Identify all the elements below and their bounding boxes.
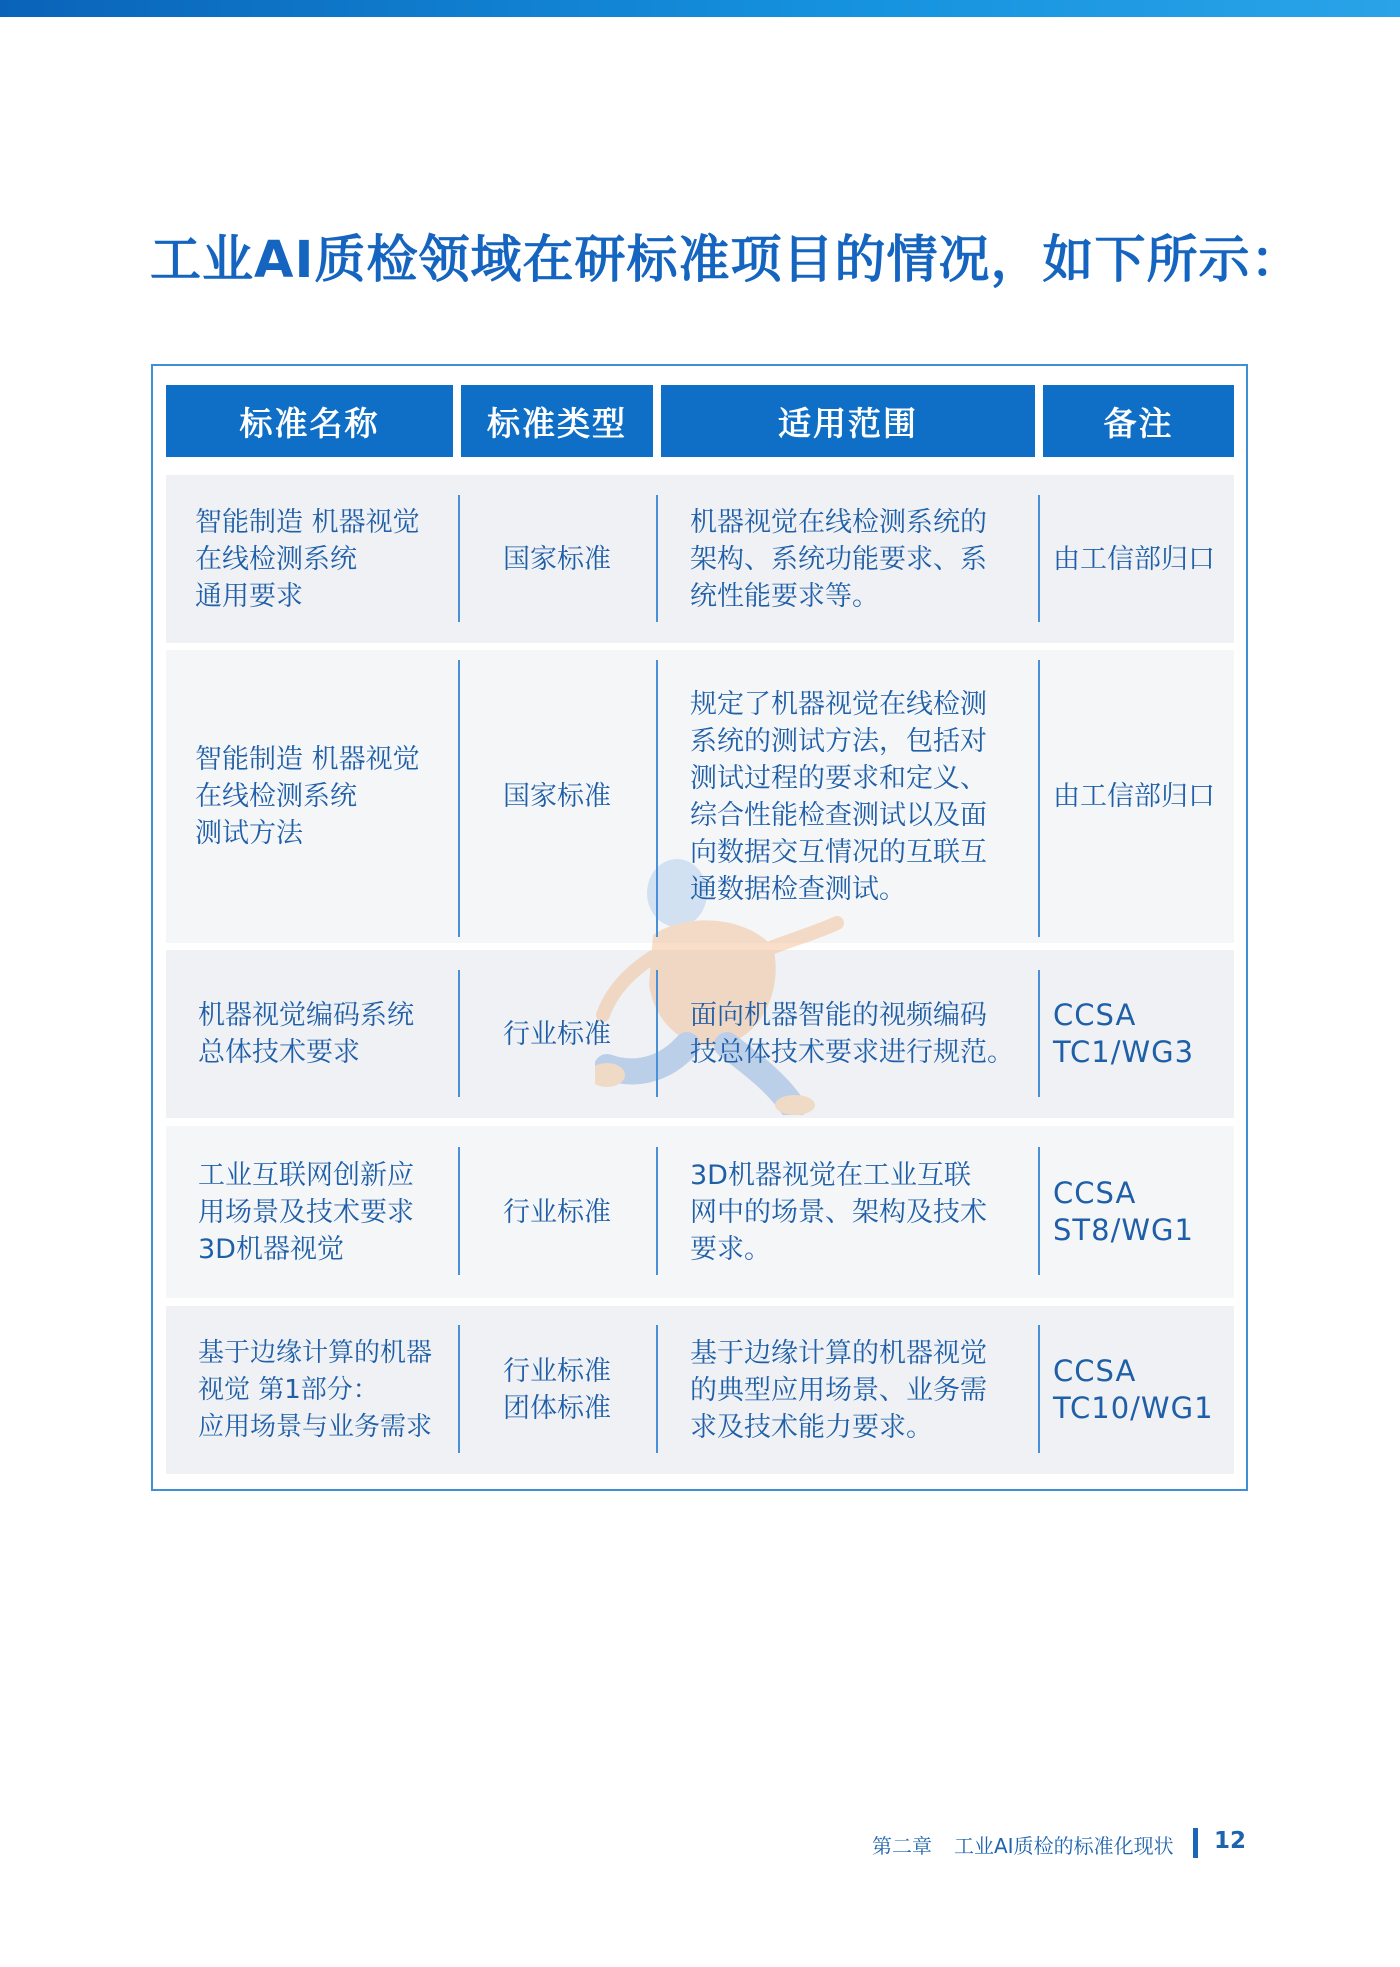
column-divider (656, 1325, 658, 1453)
footer-separator (1193, 1828, 1198, 1858)
cell-standard-type: 行业标准 团体标准 (503, 1356, 611, 1424)
header-scope: 适用范围 (661, 385, 1035, 457)
cell-standard-name: 智能制造 机器视觉 在线检测系统 通用要求 (195, 506, 420, 612)
cell-standard-type: 行业标准 (503, 1196, 611, 1228)
cell-scope: 基于边缘计算的机器视觉 的典型应用场景、业务需 求及技术能力要求。 (690, 1337, 987, 1443)
column-divider (1038, 970, 1040, 1097)
cell-scope: 面向机器智能的视频编码 技总体技术要求进行规范。 (690, 1000, 1014, 1068)
column-divider (656, 970, 658, 1097)
cell-standard-name: 工业互联网创新应 用场景及技术要求 3D机器视觉 (198, 1159, 414, 1265)
cell-remark: CCSA ST8/WG1 (1053, 1176, 1194, 1247)
column-divider (458, 1147, 460, 1275)
cell-standard-name: 机器视觉编码系统 总体技术要求 (198, 1000, 414, 1068)
cell-scope: 机器视觉在线检测系统的 架构、系统功能要求、系 统性能要求等。 (690, 506, 987, 612)
header-standard-name: 标准名称 (166, 385, 453, 457)
cell-scope: 规定了机器视觉在线检测 系统的测试方法，包括对 测试过程的要求和定义、 综合性能检查测试以及面 向数据交互情况的互联互 通数据检查测试。 (690, 688, 987, 905)
column-divider (656, 495, 658, 622)
cell-standard-name: 智能制造 机器视觉 在线检测系统 测试方法 (195, 744, 420, 849)
column-divider (656, 660, 658, 937)
column-divider (1038, 660, 1040, 937)
column-divider (1038, 1147, 1040, 1275)
header-standard-type: 标准类型 (461, 385, 653, 457)
column-divider (458, 660, 460, 937)
column-divider (1038, 1325, 1040, 1453)
cell-remark: CCSA TC10/WG1 (1053, 1354, 1214, 1425)
cell-standard-type: 国家标准 (503, 543, 611, 575)
page-heading: 工业AI质检领域在研标准项目的情况，如下所示： (150, 231, 1303, 290)
cell-standard-name: 基于边缘计算的机器 视觉 第1部分： 应用场景与业务需求 (198, 1337, 433, 1442)
footer-title: 工业AI质检的标准化现状 (954, 1834, 1174, 1858)
cell-standard-type: 行业标准 (503, 1018, 611, 1050)
cell-scope: 3D机器视觉在工业互联 网中的场景、架构及技术 要求。 (690, 1159, 987, 1265)
header-remark: 备注 (1043, 385, 1234, 457)
top-accent-bar (0, 0, 1400, 17)
footer-chapter-title (872, 1830, 1174, 1859)
column-divider (458, 970, 460, 1097)
cell-remark: CCSA TC1/WG3 (1053, 998, 1195, 1069)
column-divider (1038, 495, 1040, 622)
footer-chapter: 第二章 (872, 1834, 932, 1858)
column-divider (458, 495, 460, 622)
cell-remark: 由工信部归口 (1053, 543, 1215, 575)
column-divider (656, 1147, 658, 1275)
cell-standard-type: 国家标准 (503, 781, 611, 812)
page-number: 12 (1214, 1828, 1247, 1854)
cell-remark: 由工信部归口 (1053, 781, 1215, 812)
column-divider (458, 1325, 460, 1453)
